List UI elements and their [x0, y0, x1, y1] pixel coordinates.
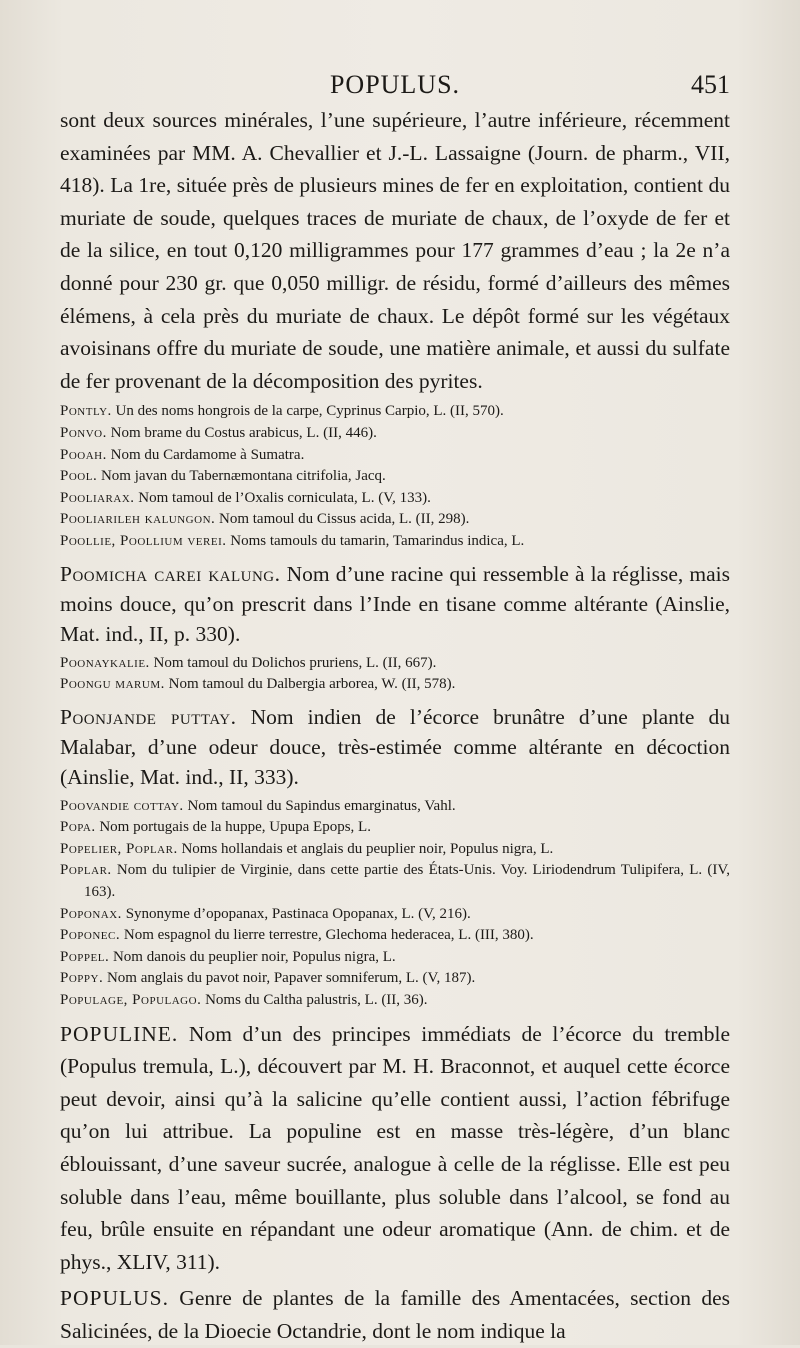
entry-headword: Poonaykalie.	[60, 654, 150, 671]
entry-headword: Poplar.	[60, 862, 112, 879]
entry-text: Noms hollandais et anglais du peuplier noir, Populus nigra, L.	[181, 840, 554, 857]
entry-text: Nom espagnol du lierre terrestre, Glechoma hederacea, L. (III, 380).	[123, 927, 534, 944]
entry-headword: Ponvo.	[60, 424, 107, 441]
entry-headword: Poonjande puttay.	[60, 704, 237, 729]
entry-headword: Poollie, Poollium verei.	[60, 532, 227, 549]
dictionary-entry	[60, 990, 730, 1012]
entry-text: Nom javan du Tabernæmontana citrifolia, Jacq.	[100, 468, 386, 485]
entry-headword: Pooah.	[60, 446, 107, 463]
entry-text: Nom tamoul de l’Oxalis corniculata, L. (V, 133).	[138, 489, 431, 506]
entry-text: Nom tamoul du Sapindus emarginatus, Vahl.	[187, 797, 456, 814]
page-number: 451	[691, 70, 730, 99]
dictionary-entry	[60, 925, 730, 947]
entry-headword: Poovandie cottay.	[60, 797, 184, 814]
entry-headword: Popa.	[60, 819, 96, 836]
entry-text: Nom portugais de la huppe, Upupa Epops, L.	[99, 819, 371, 836]
entry-text: Noms du Caltha palustris, L. (II, 36).	[205, 992, 428, 1009]
entry-text: Synonyme d’opopanax, Pastinaca Opopanax, L. (V, 216).	[125, 905, 471, 922]
entry-headword: Pooliarax.	[60, 489, 135, 506]
dictionary-entry	[60, 860, 730, 903]
entry-text: Nom du Cardamome à Sumatra.	[110, 446, 305, 463]
dictionary-entry	[60, 904, 730, 926]
dictionary-entry	[60, 401, 730, 423]
entry-headword: Poppy.	[60, 970, 104, 987]
entries-group-3	[60, 796, 730, 1012]
entry-text: Nom d’une racine qui ressemble à la réglisse, mais moins douce, qu’on prescrit dans l’Inde en tisane comme altérante (Ainslie, Mat. ind., II, p. 330).	[60, 561, 731, 646]
entry-text: Nom anglais du pavot noir, Papaver somniferum, L. (V, 187).	[106, 970, 476, 987]
entry-headword: Populage, Populago.	[60, 992, 202, 1009]
entry-populine	[60, 1018, 730, 1279]
entry-text: Un des noms hongrois de la carpe, Cyprinus Carpio, L. (II, 570).	[115, 403, 504, 420]
entry-headword: Poponec.	[60, 927, 121, 944]
dictionary-entry	[60, 423, 730, 445]
entries-group-1	[60, 401, 730, 552]
entry-text: Noms tamouls du tamarin, Tamarindus indica, L.	[230, 532, 525, 549]
entry-headword: Poongu marum.	[60, 676, 165, 693]
dictionary-entry	[60, 509, 730, 531]
entry-headword: Pool.	[60, 468, 98, 485]
dictionary-entry	[60, 817, 730, 839]
dictionary-entry	[60, 796, 730, 818]
entry-text: Nom danois du peuplier noir, Populus nigra, L.	[112, 948, 396, 965]
entry-headword: POPULUS.	[60, 1286, 169, 1311]
dictionary-entry	[60, 674, 730, 696]
dictionary-entry	[60, 488, 730, 510]
entry-text: Nom du tulipier de Virginie, dans cette partie des États-Unis. Voy. Liriodendrum Tulipifera, L. (IV, 163).	[84, 862, 730, 901]
entries-group-2	[60, 653, 730, 696]
entry-text: Nom tamoul du Cissus acida, L. (II, 298).	[219, 511, 470, 528]
entry-poonjande	[60, 702, 730, 792]
dictionary-entry	[60, 968, 730, 990]
entry-text: Genre de plantes de la famille des Amentacées, section des Salicinées, de la Dioecie Octandrie, dont le nom indique la	[60, 1286, 731, 1343]
page-header	[60, 70, 730, 104]
dictionary-entry	[60, 531, 730, 553]
entry-poomicha	[60, 559, 730, 649]
entry-headword: Pontly.	[60, 403, 112, 420]
entry-headword: Popelier, Poplar.	[60, 840, 178, 857]
dictionary-entry	[60, 839, 730, 861]
entry-headword: POPULINE.	[60, 1021, 179, 1046]
entry-headword: Pooliarileh kalungon.	[60, 511, 216, 528]
entry-headword: Poomicha carei kalung.	[60, 561, 281, 586]
entry-populus	[60, 1282, 730, 1347]
dictionary-entry	[60, 445, 730, 467]
entry-text: Nom brame du Costus arabicus, L. (II, 446).	[110, 424, 377, 441]
entry-text: Nom tamoul du Dalbergia arborea, W. (II, 578).	[168, 676, 456, 693]
entry-text: Nom tamoul du Dolichos pruriens, L. (II, 667).	[153, 654, 437, 671]
entry-headword: Poponax.	[60, 905, 122, 922]
dictionary-entry	[60, 466, 730, 488]
dictionary-entry	[60, 653, 730, 675]
running-title: POPULUS.	[329, 70, 461, 99]
dictionary-entry	[60, 947, 730, 969]
intro-paragraph: sont deux sources minérales, l’une supérieure, l’autre inférieure, récemment examinées par MM. A. Chevallier et J.-L. Lassaigne (Journ. de pharm., VII, 418). La 1re, située près de plusieurs mines de fer en exploitation, contient du muriate de soude, quelques traces de muriate de chaux, de l’oxyde de fer et de la silice, en tout 0,120 milligrammes pour 177 grammes d’eau ; la 2e n’a donné pour 230 gr. que 0,050 milligr. de résidu, formé d’ailleurs des mêmes élémens, à cela près du muriate de chaux. Le dépôt formé sur les végétaux avoisinans offre du muriate de soude, une matière animale, et aussi du sulfate de fer provenant de la décomposition des pyrites.	[60, 108, 730, 393]
entry-headword: Poppel.	[60, 948, 110, 965]
entry-text: Nom indien de l’écorce brunâtre d’une plante du Malabar, d’une odeur douce, très-estimée comme altérante en décoction (Ainslie, Mat. ind., II, 333).	[60, 704, 731, 789]
entry-text: Nom d’un des principes immédiats de l’écorce du tremble (Populus tremula, L.), découvert par M. H. Braconnot, et auquel cette écorce peut devoir, ainsi qu’à la salicine qu’elle contient aussi, l’action fébrifuge qu’on lui attribue. La populine est en masse très-légère, d’un blanc éblouissant, d’une saveur sucrée, analogue à celle de la réglisse. Elle est peu soluble dans l’eau, même bouillante, plus soluble dans l’alcool, se fond au feu, brûle ensuite en répandant une odeur aromatique (Ann. de chim. et de phys., XLIV, 311).	[60, 1021, 730, 1274]
